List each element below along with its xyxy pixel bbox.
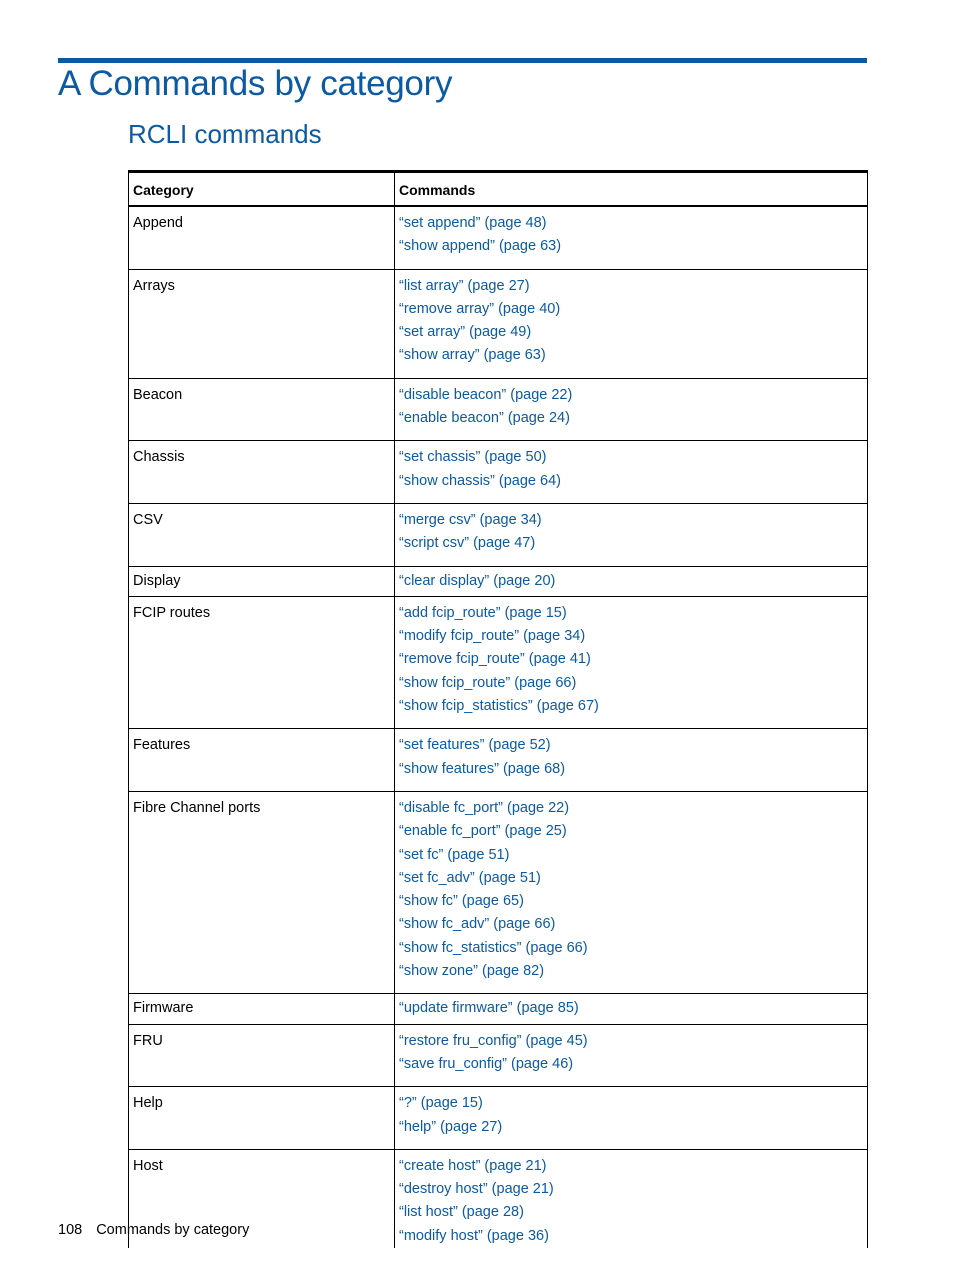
category-label: Display [133,572,181,589]
category-label: Host [133,1157,163,1174]
command-link[interactable]: “destroy host” (page 21) [399,1181,554,1198]
table-body [129,206,868,1248]
category-cell [129,441,395,504]
command-link[interactable]: “enable fc_port” (page 25) [399,823,567,840]
category-cell [129,729,395,792]
commands-cell [395,791,868,993]
category-cell [129,378,395,441]
category-label: FRU [133,1032,163,1049]
table-row [129,596,868,728]
commands-cell [395,729,868,792]
commands-cell [395,1149,868,1248]
commands-cell [395,503,868,566]
command-link[interactable]: “show fc_statistics” (page 66) [399,939,588,956]
table-row [129,441,868,504]
command-link[interactable]: “modify fcip_route” (page 34) [399,628,586,645]
command-link[interactable]: “show array” (page 63) [399,347,546,364]
command-link[interactable]: “set append” (page 48) [399,215,547,231]
command-link[interactable]: “show fc” (page 65) [399,893,524,910]
table-row [129,206,868,269]
category-label: CSV [133,511,163,528]
commands-cell [395,1024,868,1087]
command-link[interactable]: “show fcip_statistics” (page 67) [399,698,599,715]
category-label: Chassis [133,449,185,466]
command-link[interactable]: “enable beacon” (page 24) [399,410,570,427]
table-header-row [129,172,868,207]
command-link[interactable]: “help” (page 27) [399,1118,503,1135]
category-cell [129,503,395,566]
category-cell [129,596,395,728]
command-link[interactable]: “remove fcip_route” (page 41) [399,651,591,668]
command-link[interactable]: “disable fc_port” (page 22) [399,799,570,816]
commands-cell [395,994,868,1024]
command-link[interactable]: “merge csv” (page 34) [399,511,542,528]
command-link[interactable]: “show zone” (page 82) [399,963,545,980]
command-link[interactable]: “show fc_adv” (page 66) [399,916,556,933]
table-row [129,729,868,792]
command-link[interactable]: “remove array” (page 40) [399,300,561,317]
command-link[interactable]: “set chassis” (page 50) [399,449,547,466]
command-link[interactable]: “show append” (page 63) [399,238,562,255]
commands-cell [395,596,868,728]
category-label: Features [133,737,191,754]
command-link[interactable]: “restore fru_config” (page 45) [399,1032,588,1049]
chapter-top-rule [58,58,867,63]
commands-cell [395,566,868,596]
commands-cell [395,206,868,269]
table-row [129,994,868,1024]
page-number: 108 [58,1222,83,1238]
category-cell [129,206,395,269]
chapter-title: A Commands by category [58,64,453,103]
category-cell [129,1024,395,1087]
category-cell [129,566,395,596]
section-title: RCLI commands [128,119,322,149]
column-header-category: Category [129,172,395,207]
category-label: Append [133,215,183,231]
table-row [129,378,868,441]
commands-cell [395,378,868,441]
category-label: FCIP routes [133,604,211,621]
table-row [129,503,868,566]
command-link[interactable]: “create host” (page 21) [399,1157,547,1174]
command-link[interactable]: “add fcip_route” (page 15) [399,604,567,621]
page-footer [58,1222,249,1238]
category-label: Beacon [133,386,183,403]
category-cell [129,269,395,378]
command-link[interactable]: “set array” (page 49) [399,324,532,341]
category-label: Arrays [133,277,175,294]
category-cell [129,791,395,993]
command-link[interactable]: “modify host” (page 36) [399,1227,549,1244]
category-cell [129,994,395,1024]
commands-cell [395,441,868,504]
category-label: Fibre Channel ports [133,799,261,816]
command-link[interactable]: “clear display” (page 20) [399,572,556,589]
command-link[interactable]: “list host” (page 28) [399,1204,524,1221]
command-link[interactable]: “list array” (page 27) [399,277,530,294]
commands-cell [395,269,868,378]
table-row [129,1024,868,1087]
table-row [129,269,868,378]
command-link[interactable]: “disable beacon” (page 22) [399,386,573,403]
commands-table [128,170,868,1248]
table-row [129,1087,868,1150]
column-header-commands: Commands [395,172,868,207]
category-cell [129,1087,395,1150]
command-link[interactable]: “?” (page 15) [399,1095,483,1112]
running-title: Commands by category [96,1222,250,1238]
commands-cell [395,1087,868,1150]
command-link[interactable]: “show features” (page 68) [399,760,566,777]
table-row [129,566,868,596]
command-link[interactable]: “save fru_config” (page 46) [399,1055,574,1072]
table-row [129,791,868,993]
command-link[interactable]: “show chassis” (page 64) [399,472,561,489]
command-link[interactable]: “script csv” (page 47) [399,535,536,552]
command-link[interactable]: “set features” (page 52) [399,737,551,754]
category-label: Firmware [133,1000,194,1017]
command-link[interactable]: “set fc_adv” (page 51) [399,869,541,886]
category-label: Help [133,1095,163,1112]
command-link[interactable]: “set fc” (page 51) [399,846,510,863]
command-link[interactable]: “update firmware” (page 85) [399,1000,579,1017]
command-link[interactable]: “show fcip_route” (page 66) [399,674,577,691]
